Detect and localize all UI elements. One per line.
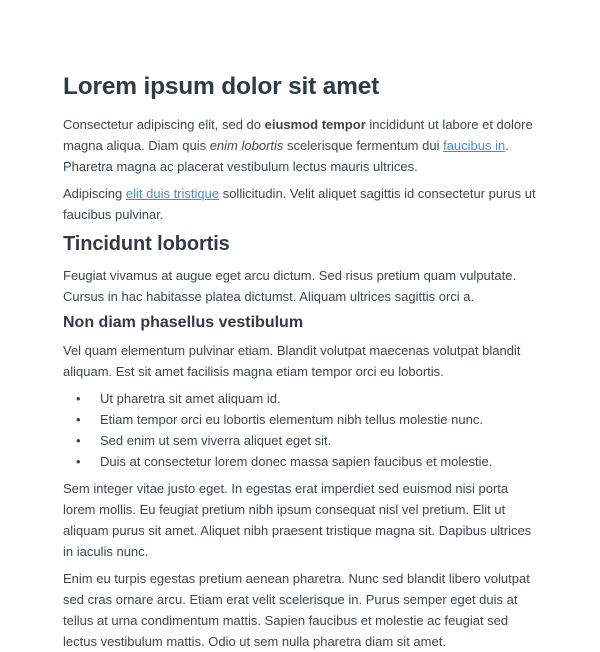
text-segment: . Pharetra magna ac placerat vestibulum lectus mauris ultrices. <box>63 138 509 175</box>
link-faucibus-in[interactable]: faucibus in <box>443 138 506 154</box>
paragraph-enim-eu-turpis: Enim eu turpis egestas pretium aenean pharetra. Nunc sed blandit libero volutpat sed cras ornare arcu. Etiam erat velit scelerisque in. Purus semper eget duis at tellus at urna condimentum mattis. Sapien faucibus et molestie ac feugiat sed lectus vestibulum mattis. Odio ut sem nulla pharetra diam sit amet. <box>63 571 530 650</box>
text-segment: eiusmod tempor <box>264 117 366 133</box>
text-segment: sollicitudin. Velit aliquet sagittis id consectetur purus ut faucibus pulvinar. <box>63 186 536 223</box>
text-segment: incididunt ut labore et dolore magna aliqua. Diam quis <box>63 117 533 154</box>
bullet-list <box>63 388 537 472</box>
subsection-heading-non-diam-phasellus: Non diam phasellus vestibulum <box>63 314 304 332</box>
paragraph-consectetur <box>63 114 537 177</box>
text-segment: Adipiscing <box>63 186 126 202</box>
list-item-etiam-tempor: • Etiam tempor orci eu lobortis elementum nibh tellus molestie nunc. <box>63 409 537 430</box>
text-segment: enim lobortis <box>209 138 284 154</box>
paragraph-feugiat: Feugiat vivamus at augue eget arcu dictum. Sed risus pretium quam vulputate. Cursus in hac habitasse platea dictumst. Aliquam ultrices sagittis orci a. <box>63 268 517 305</box>
paragraph-sem-integer: Sem integer vitae justo eget. In egestas erat imperdiet sed euismod nisi porta lorem mollis. Eu feugiat pretium nibh ipsum consequat nisl vel pretium. Elit ut aliquam purus sit amet. Aliquet nibh praesent tristique magna sit. Dapibus ultrices in iaculis nunc. <box>63 481 532 560</box>
paragraph-vel-quam: Vel quam elementum pulvinar etiam. Blandit volutpat maecenas volutpat blandit aliquam. Est sit amet facilisis magna etiam tempor orci eu lobortis. <box>63 343 521 380</box>
list-item-sed-enim: • Sed enim ut sem viverra aliquet eget sit. <box>63 430 537 451</box>
text-segment: scelerisque fermentum dui <box>283 138 444 154</box>
section-heading-tincidunt-lobortis: Tincidunt lobortis <box>63 233 230 256</box>
list-item-ut-pharetra: • Ut pharetra sit amet aliquam id. <box>63 388 537 409</box>
list-item-duis-at: • Duis at consectetur lorem donec massa sapien faucibus et molestie. <box>63 451 537 472</box>
paragraph-adipiscing <box>63 183 537 225</box>
link-elit-duis-tristique[interactable]: elit duis tristique <box>125 186 220 202</box>
page-title: Lorem ipsum dolor sit amet <box>63 73 380 100</box>
text-segment: Consectetur adipiscing elit, sed do <box>63 117 265 133</box>
